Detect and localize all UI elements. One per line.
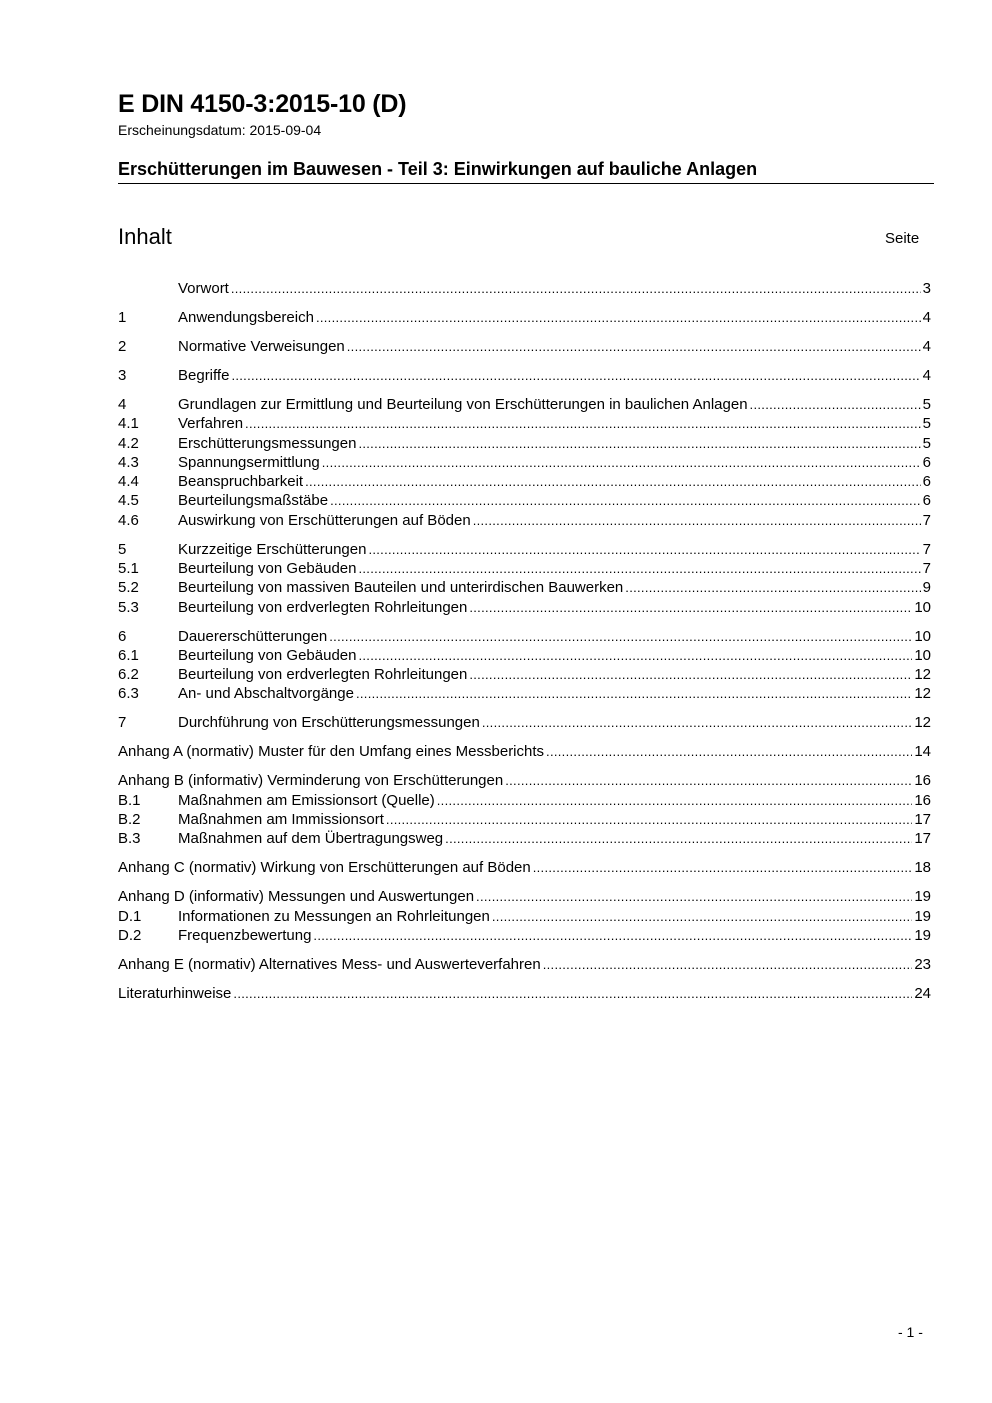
toc-entry[interactable] [118, 810, 931, 829]
toc-entry[interactable] [118, 453, 931, 472]
dot-leader [305, 472, 921, 491]
toc-entry-label: Kurzzeitige Erschütterungen [178, 540, 367, 558]
dot-leader [231, 279, 921, 298]
toc-entry[interactable] [118, 829, 931, 848]
toc-entry-number: 4.4 [118, 473, 139, 491]
dot-leader [322, 453, 921, 472]
toc-entry-page: 4 [922, 308, 931, 326]
toc-entry-label: Beurteilung von massiven Bauteilen und unterirdischen Bauwerken [178, 579, 624, 597]
toc-entry-number: 3 [118, 366, 127, 384]
toc-entry-number: 6.3 [118, 685, 139, 703]
table-of-contents [118, 279, 931, 1003]
dot-leader [437, 791, 913, 810]
toc-entry-number: 4.5 [118, 492, 139, 510]
toc-entry-label: Begriffe [178, 366, 230, 384]
toc-entry-label: Anhang E (normativ) Alternatives Mess- und Auswerteverfahren [118, 955, 541, 973]
toc-entry[interactable] [118, 791, 931, 810]
toc-entry-label: Beurteilung von erdverlegten Rohrleitungen [178, 598, 468, 616]
toc-entry-page: 10 [914, 646, 931, 664]
toc-entry-label: Verfahren [178, 415, 244, 433]
toc-entry-page: 19 [914, 907, 931, 925]
toc-entry-number: D.2 [118, 926, 142, 944]
dot-leader [750, 395, 921, 414]
dot-leader [330, 491, 921, 510]
toc-entry[interactable] [118, 395, 931, 414]
toc-entry-label: Anhang B (informativ) Verminderung von Erschütterungen [118, 772, 504, 790]
toc-entry[interactable] [118, 907, 931, 926]
toc-entry-number: 5.3 [118, 598, 139, 616]
toc-entry-label: Vorwort [178, 280, 229, 297]
dot-leader [533, 858, 913, 877]
toc-entry-label: Anhang D (informativ) Messungen und Auswertungen [118, 888, 475, 906]
toc-entry-number: B.3 [118, 830, 141, 848]
toc-entry-number: B.2 [118, 811, 141, 829]
toc-entry-page: 23 [914, 955, 931, 973]
toc-entry-page: 24 [914, 984, 931, 1002]
dot-leader [386, 810, 912, 829]
toc-entry-page: 17 [914, 830, 931, 848]
toc-entry-label: Spannungsermittlung [178, 453, 320, 471]
dot-leader [625, 578, 920, 597]
toc-entry-label: Anwendungsbereich [178, 308, 314, 326]
dot-leader [473, 511, 921, 530]
dot-leader [313, 926, 912, 945]
toc-entry[interactable] [118, 472, 931, 491]
toc-entry-number: 2 [118, 337, 127, 355]
toc-entry-page: 10 [914, 598, 931, 616]
dot-leader [492, 907, 912, 926]
toc-entry-label: Informationen zu Messungen an Rohrleitungen [178, 907, 490, 925]
toc-entry-label: Beurteilung von erdverlegten Rohrleitungen [178, 666, 468, 684]
toc-entry-number: 5.1 [118, 560, 139, 577]
toc-entry[interactable] [118, 713, 931, 732]
toc-entry-page: 4 [922, 366, 931, 384]
toc-entry-label: Normative Verweisungen [178, 337, 345, 355]
toc-entry[interactable] [118, 771, 931, 790]
toc-entry-page: 14 [914, 743, 931, 761]
toc-entry-number: 6.2 [118, 666, 139, 684]
dot-leader [356, 684, 912, 703]
dot-leader [445, 829, 912, 848]
toc-entry[interactable] [118, 308, 931, 327]
toc-entry-page: 7 [922, 560, 931, 577]
toc-entry-label: Dauererschütterungen [178, 627, 328, 645]
toc-entry[interactable] [118, 540, 931, 559]
toc-entry[interactable] [118, 926, 931, 945]
toc-entry-number: 5.2 [118, 579, 139, 597]
toc-entry-label: Beurteilungsmaßstäbe [178, 492, 329, 510]
toc-entry-page: 5 [922, 415, 931, 433]
toc-entry[interactable] [118, 887, 931, 906]
toc-entry-page: 12 [914, 685, 931, 703]
toc-entry-page: 10 [914, 627, 931, 645]
toc-entry-page: 6 [922, 473, 931, 491]
dot-leader [358, 559, 920, 578]
document-subtitle: Erschütterungen im Bauwesen - Teil 3: Einwirkungen auf bauliche Anlagen [118, 159, 758, 179]
dot-leader [347, 337, 921, 356]
toc-entry-label: Grundlagen zur Ermittlung und Beurteilung von Erschütterungen in baulichen Anlagen [178, 395, 748, 413]
toc-entry-page: 3 [922, 280, 931, 297]
toc-entry-page: 18 [914, 859, 931, 877]
toc-entry-page: 7 [922, 540, 931, 558]
toc-entry-number: 1 [118, 308, 127, 326]
page-number: - 1 - [898, 1324, 923, 1340]
toc-entry-page: 9 [922, 579, 931, 597]
toc-entry-page: 5 [922, 395, 931, 413]
toc-entry-number: 4 [118, 395, 127, 413]
dot-leader [358, 646, 912, 665]
toc-entry[interactable] [118, 684, 931, 703]
toc-entry-label: Maßnahmen am Immissionsort [178, 811, 384, 829]
toc-entry[interactable] [118, 858, 931, 877]
toc-entry-number: 5 [118, 540, 127, 558]
title-divider [118, 183, 934, 184]
toc-entry[interactable] [118, 598, 931, 617]
toc-entry-label: Anhang A (normativ) Muster für den Umfang eines Messberichts [118, 743, 545, 761]
toc-entry[interactable] [118, 337, 931, 356]
toc-entry-page: 5 [922, 434, 931, 452]
dot-leader [329, 627, 912, 646]
toc-entry-number: B.1 [118, 791, 141, 809]
toc-entry-page: 19 [914, 926, 931, 944]
toc-entry-page: 17 [914, 811, 931, 829]
dot-leader [233, 984, 912, 1003]
dot-leader [316, 308, 921, 327]
toc-entry-page: 6 [922, 453, 931, 471]
toc-heading: Inhalt [118, 224, 172, 249]
toc-entry[interactable] [118, 955, 931, 974]
toc-entry-label: Literaturhinweise [118, 984, 232, 1002]
toc-entry-label: Anhang C (normativ) Wirkung von Erschütterungen auf Böden [118, 859, 531, 877]
toc-entry[interactable] [118, 559, 931, 578]
toc-entry-label: Beurteilung von Gebäuden [178, 646, 357, 664]
toc-entry-page: 4 [922, 337, 931, 355]
dot-leader [505, 771, 912, 790]
dot-leader [482, 713, 912, 732]
toc-entry-number: 4.3 [118, 453, 139, 471]
toc-entry-page: 16 [914, 791, 931, 809]
toc-entry-number: 6.1 [118, 646, 139, 664]
toc-entry[interactable] [118, 279, 931, 298]
dot-leader [469, 598, 912, 617]
dot-leader [546, 742, 912, 761]
toc-entry[interactable] [118, 646, 931, 665]
toc-entry[interactable] [118, 627, 931, 646]
dot-leader [358, 434, 920, 453]
document-title: E DIN 4150-3:2015-10 (D) [118, 90, 407, 118]
toc-entry[interactable] [118, 434, 931, 453]
toc-entry-number: 4.6 [118, 511, 139, 529]
dot-leader [368, 540, 920, 559]
toc-entry[interactable] [118, 742, 931, 761]
dot-leader [476, 887, 912, 906]
toc-entry-label: Beanspruchbarkeit [178, 473, 304, 491]
toc-entry-number: 4.1 [118, 415, 139, 433]
toc-entry-label: An- und Abschaltvorgänge [178, 685, 354, 703]
toc-entry-label: Frequenzbewertung [178, 926, 312, 944]
toc-entry-label: Maßnahmen am Emissionsort (Quelle) [178, 791, 435, 809]
toc-entry-label: Durchführung von Erschütterungsmessungen [178, 714, 480, 732]
toc-entry-label: Auswirkung von Erschütterungen auf Böden [178, 511, 471, 529]
toc-page-column-label: Seite [885, 230, 920, 247]
publication-date: Erscheinungsdatum: 2015-09-04 [118, 122, 322, 138]
toc-entry-page: 12 [914, 666, 931, 684]
toc-entry-number: 6 [118, 627, 127, 645]
toc-entry[interactable] [118, 491, 931, 510]
toc-entry[interactable] [118, 984, 931, 1003]
toc-entry[interactable] [118, 366, 931, 385]
toc-entry-page: 7 [922, 511, 931, 529]
toc-entry-label: Beurteilung von Gebäuden [178, 560, 357, 577]
toc-entry-number: 4.2 [118, 434, 139, 452]
dot-leader [469, 665, 912, 684]
dot-leader [231, 366, 920, 385]
toc-entry[interactable] [118, 578, 931, 597]
toc-entry-label: Erschütterungsmessungen [178, 434, 357, 452]
toc-entry-page: 12 [914, 714, 931, 732]
toc-entry-number: D.1 [118, 907, 142, 925]
toc-entry-label: Maßnahmen auf dem Übertragungsweg [178, 830, 444, 848]
dot-leader [543, 955, 913, 974]
toc-entry[interactable] [118, 511, 931, 530]
toc-entry-page: 16 [914, 772, 931, 790]
toc-entry-number: 7 [118, 714, 127, 732]
toc-entry-page: 6 [922, 492, 931, 510]
toc-entry[interactable] [118, 665, 931, 684]
toc-entry-page: 19 [914, 888, 931, 906]
toc-entry[interactable] [118, 414, 931, 433]
dot-leader [245, 414, 921, 433]
